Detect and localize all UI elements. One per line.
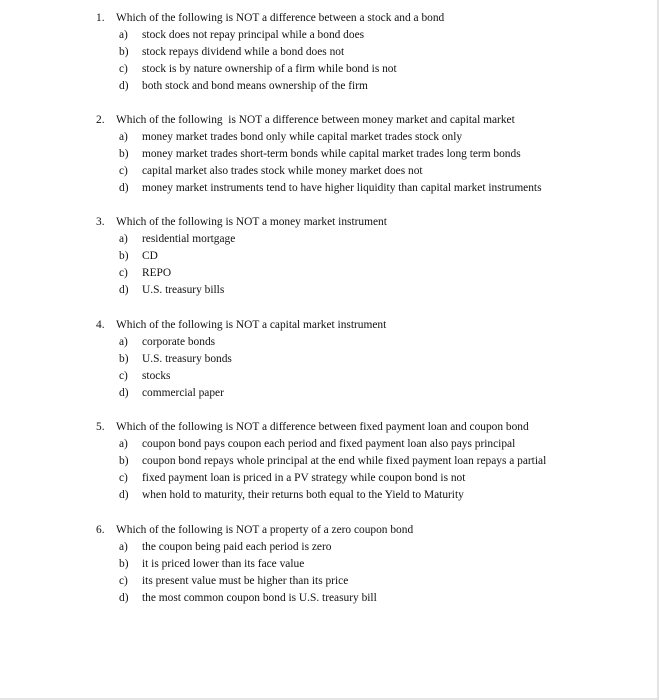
question-number: 6. xyxy=(96,524,105,536)
option-d xyxy=(96,590,566,607)
question-text: Which of the following is NOT a property of a zero coupon bond xyxy=(116,524,414,536)
option-text: fixed payment loan is priced in a PV strategy while coupon bond is not xyxy=(142,472,466,484)
option-a xyxy=(96,27,566,44)
question-number: 2. xyxy=(96,114,105,126)
option-letter: d) xyxy=(119,592,129,604)
question-stem xyxy=(96,112,566,129)
question-5 xyxy=(96,419,566,504)
option-text: it is priced lower than its face value xyxy=(142,558,305,570)
question-text: Which of the following is NOT a difference between fixed payment loan and coupon bond xyxy=(116,421,529,433)
option-text: when hold to maturity, their returns both equal to the Yield to Maturity xyxy=(142,489,464,501)
option-letter: b) xyxy=(119,558,129,570)
question-number: 3. xyxy=(96,216,105,228)
option-d xyxy=(96,487,566,504)
option-text: money market trades bond only while capital market trades stock only xyxy=(142,131,463,143)
option-a xyxy=(96,231,566,248)
question-1 xyxy=(96,10,566,95)
option-b xyxy=(96,453,566,470)
question-3 xyxy=(96,214,566,299)
option-letter: d) xyxy=(119,80,129,92)
option-text: both stock and bond means ownership of the firm xyxy=(142,80,368,92)
question-stem xyxy=(96,10,566,27)
question-number: 5. xyxy=(96,421,105,433)
option-text: its present value must be higher than its price xyxy=(142,575,349,587)
option-d xyxy=(96,78,566,95)
option-a xyxy=(96,129,566,146)
option-letter: d) xyxy=(119,387,129,399)
option-text: capital market also trades stock while money market does not xyxy=(142,165,423,177)
option-letter: a) xyxy=(119,131,128,143)
option-letter: a) xyxy=(119,438,128,450)
option-text: stocks xyxy=(142,370,171,382)
option-c xyxy=(96,61,566,78)
option-c xyxy=(96,163,566,180)
option-letter: a) xyxy=(119,541,128,553)
question-text: Which of the following is NOT a difference between money market and capital market xyxy=(116,114,515,126)
option-letter: c) xyxy=(119,63,128,75)
option-c xyxy=(96,265,566,282)
question-stem xyxy=(96,214,566,231)
option-text: REPO xyxy=(142,267,172,279)
option-text: CD xyxy=(142,250,158,262)
option-text: stock repays dividend while a bond does not xyxy=(142,46,345,58)
option-letter: b) xyxy=(119,353,129,365)
option-b xyxy=(96,351,566,368)
option-text: residential mortgage xyxy=(142,233,236,245)
option-text: U.S. treasury bills xyxy=(142,284,225,296)
question-stem xyxy=(96,419,566,436)
question-text: Which of the following is NOT a money market instrument xyxy=(116,216,387,228)
question-text: Which of the following is NOT a difference between a stock and a bond xyxy=(116,12,445,24)
option-letter: c) xyxy=(119,472,128,484)
option-text: commercial paper xyxy=(142,387,224,399)
option-a xyxy=(96,539,566,556)
option-text: U.S. treasury bonds xyxy=(142,353,232,365)
option-c xyxy=(96,368,566,385)
option-text: stock is by nature ownership of a firm while bond is not xyxy=(142,63,397,75)
option-c xyxy=(96,573,566,590)
option-letter: d) xyxy=(119,182,129,194)
option-letter: c) xyxy=(119,370,128,382)
option-d xyxy=(96,385,566,402)
option-a xyxy=(96,436,566,453)
question-number: 4. xyxy=(96,319,105,331)
option-letter: d) xyxy=(119,284,129,296)
option-d xyxy=(96,282,566,299)
question-number: 1. xyxy=(96,12,105,24)
option-text: stock does not repay principal while a bond does xyxy=(142,29,365,41)
option-letter: b) xyxy=(119,250,129,262)
option-a xyxy=(96,334,566,351)
option-c xyxy=(96,470,566,487)
option-text: the most common coupon bond is U.S. treasury bill xyxy=(142,592,377,604)
option-text: coupon bond repays whole principal at the end while fixed payment loan repays a partial xyxy=(142,455,547,467)
option-letter: c) xyxy=(119,575,128,587)
option-letter: c) xyxy=(119,267,128,279)
option-letter: a) xyxy=(119,29,128,41)
option-b xyxy=(96,146,566,163)
option-letter: c) xyxy=(119,165,128,177)
option-letter: b) xyxy=(119,148,129,160)
option-letter: a) xyxy=(119,233,128,245)
option-letter: b) xyxy=(119,455,129,467)
question-4 xyxy=(96,317,566,402)
option-text: the coupon being paid each period is zero xyxy=(142,541,332,553)
question-2 xyxy=(96,112,566,197)
option-b xyxy=(96,44,566,61)
option-b xyxy=(96,248,566,265)
question-6 xyxy=(96,522,566,607)
option-letter: a) xyxy=(119,336,128,348)
question-text: Which of the following is NOT a capital market instrument xyxy=(116,319,387,331)
option-letter: d) xyxy=(119,489,129,501)
question-stem xyxy=(96,522,566,539)
question-stem xyxy=(96,317,566,334)
option-text: money market instruments tend to have higher liquidity than capital market instruments xyxy=(142,182,542,194)
option-b xyxy=(96,556,566,573)
option-text: coupon bond pays coupon each period and fixed payment loan also pays principal xyxy=(142,438,516,450)
option-d xyxy=(96,180,566,197)
option-text: corporate bonds xyxy=(142,336,216,348)
option-letter: b) xyxy=(119,46,129,58)
option-text: money market trades short-term bonds while capital market trades long term bonds xyxy=(142,148,521,160)
